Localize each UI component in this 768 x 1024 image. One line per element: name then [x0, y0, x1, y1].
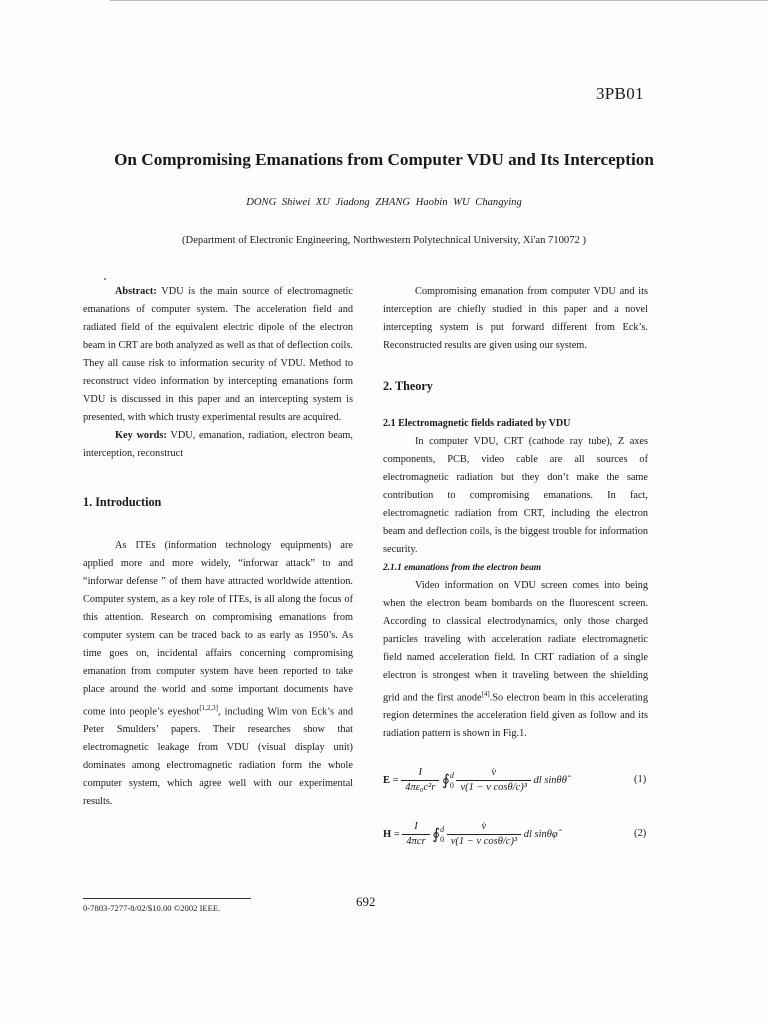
- theory-text-cont: .So electron beam in this accelerating region determines the acceleration field given as follow and its radiation pattern is shown in Fig.1.: [383, 692, 648, 740]
- intro-paragraph: [83, 537, 353, 811]
- keywords: [83, 427, 353, 463]
- right-column: [383, 283, 648, 743]
- eq1-fraction-1: $\frac{I}{\text{4πε₀c²r}}$: [401, 766, 439, 795]
- citation-4: [4]: [481, 690, 490, 698]
- top-rule: [110, 0, 768, 1]
- eq1-limits: d 0: [449, 770, 454, 790]
- subsubsection-heading-2-1-1: 2.1.1 emanations from the electron beam: [383, 563, 542, 573]
- equation-2-number: (2): [634, 828, 647, 839]
- eq1-fraction-2: $\frac{v̇}{\text{v(1 − v cosθ/c)³}}$: [456, 766, 530, 795]
- section-heading-introduction: 1. Introduction: [83, 495, 162, 509]
- theory-paragraph-1: In computer VDU, CRT (cathode ray tube), Z axes components, PCB, video cable are all sources of electromagnetic radiation but they don’t make the same contribution to compromising emanations. In fact, electromagnetic radiation from CRT, including the electron beam and deflection coils, is the biggest trouble for information security.: [383, 436, 648, 555]
- intro-text-cont: , including Wim von Eck’s and Peter Smulders’ papers. Their researches show that electromagnetic leakage from VDU (visual display unit) dominates among electromagnetic radiation form the whole computer system, which agree well with our experimental results.: [83, 706, 353, 808]
- abstract-label: Abstract:: [115, 286, 157, 297]
- page-number: 692: [356, 894, 376, 909]
- footnote-rule: [83, 898, 251, 899]
- eq2-fraction-1: $\frac{I}{\text{4πcr}}$: [402, 820, 429, 849]
- paper-title: On Compromising Emanations from Computer VDU and Its Interception: [114, 150, 654, 169]
- abstract: [83, 283, 353, 427]
- paper-code: 3PB01: [596, 84, 644, 103]
- equation-1: E = $\frac{I}{\text{4πε₀c²r}}$ ∮d 0 $\frac{v̇}{\text{v(1 − v cosθ/c)³}}$ dl sinθθ̂: [383, 767, 567, 793]
- equation-1-number: (1): [634, 774, 647, 785]
- theory-text: Video information on VDU screen comes into being when the electron beam bombards on the fluorescent screen. According to classical electrodynamics, only those charged particles traveling with acceleration radiate electromagnetic field named acceleration field. In CRT radiation of a single electron is strongest when it traveling between the shielding grid and the first anode: [383, 580, 648, 704]
- eq1-integral: ∮: [442, 773, 450, 789]
- eq2-limits: d 0: [440, 824, 445, 844]
- eq2-fraction-2: $\frac{v̇}{\text{v(1 − v cosθ/c)³}}$: [447, 820, 521, 849]
- eq2-tail: dl sinθφ̂: [523, 828, 558, 840]
- abstract-text: VDU is the main source of electromagnetic emanations of computer system. The acceleration field and radiated field of the equivalent electric dipole of the electron beam in CRT are both analyzed as well as that of deflection coils. They all cause risk to information security of VDU. Method to reconstruct video information by intercepting emanations form VDU is discussed in this paper and an intercepting system is presented, with which trusty experimental results are acquired.: [83, 286, 353, 423]
- equation-2: H = $\frac{I}{\text{4πcr}}$ ∮d 0 $\frac{v̇}{\text{v(1 − v cosθ/c)³}}$ dl sinθφ̂: [383, 821, 558, 847]
- subsection-heading-2-1: 2.1 Electromagnetic fields radiated by VDU: [383, 418, 571, 429]
- citation-1-2-3: [1,2,3]: [199, 704, 218, 712]
- eq2-integral: ∮: [432, 827, 441, 843]
- eq1-tail: dl sinθθ̂: [533, 774, 567, 786]
- author-list: DONG Shiwei XU Jiadong ZHANG Haobin WU Changying: [246, 197, 522, 208]
- keywords-text: VDU, emanation, radiation, electron beam, interception, reconstruct: [83, 430, 354, 459]
- intro-text: As ITEs (information technology equipments) are applied more and more widely, “inforwar attack” to and “inforwar defense ” of them have attracted worldwide attention. Computer system, as a key role of ITEs, is all along the focus of this attention. Research on compromising emanations from computer system can be traced back to as early as 1950’s. As time goes on, incidental affairs concerning compromising emanation from computer system have been reported to take place around the world and some important documents have come into people’s eyeshot: [83, 540, 353, 718]
- left-column: [83, 283, 353, 811]
- theory-paragraph-2: [383, 577, 648, 743]
- keywords-label: Key words:: [115, 430, 167, 441]
- eq2-lhs: H: [383, 828, 392, 840]
- scan-speck: [104, 278, 106, 280]
- affiliation: (Department of Electronic Engineering, Northwestern Polytechnical University, Xi'an 710072 ): [182, 235, 586, 246]
- copyright-footnote: 0-7803-7277-8/02/$10.00 ©2002 IEEE.: [83, 903, 221, 913]
- eq1-lhs: E: [383, 774, 391, 786]
- intro-paragraph-2: Compromising emanation from computer VDU and its interception are chiefly studied in this paper and a novel intercepting system is put forward different from Eck’s. Reconstructed results are given using our system.: [383, 286, 648, 351]
- section-heading-theory: 2. Theory: [383, 379, 433, 393]
